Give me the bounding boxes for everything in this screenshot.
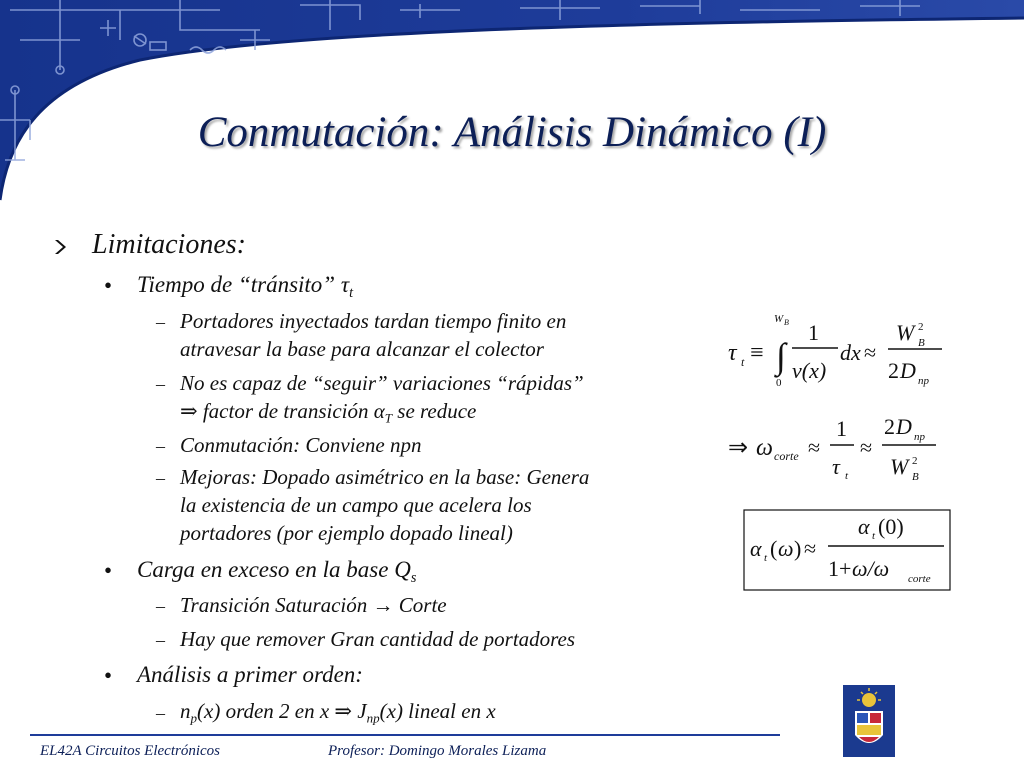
svg-text:t: t (872, 530, 876, 542)
svg-text:≈: ≈ (808, 435, 821, 460)
list-item: Hay que remover Gran cantidad de portadores (180, 627, 576, 651)
dash-marker: – (156, 374, 165, 394)
section-heading: Limitaciones: (92, 229, 246, 260)
footer-professor: Profesor: Domingo Morales Lizama (328, 743, 547, 759)
svg-text:(0): (0) (878, 514, 904, 539)
footer-course: EL42A Circuitos Electrónicos (40, 743, 220, 759)
svg-text:corte: corte (908, 573, 931, 585)
tau-symbol: τ (340, 272, 350, 297)
dash-marker: – (156, 596, 165, 616)
svg-text:corte: corte (774, 449, 799, 463)
svg-text:np: np (918, 375, 929, 387)
list-item (180, 307, 566, 363)
svg-text:dx: dx (840, 340, 861, 365)
svg-text:t: t (845, 470, 849, 482)
item-label: Carga en exceso en la base Q (137, 557, 411, 582)
svg-text:≈: ≈ (864, 340, 877, 365)
sub-item-text: se reduce (392, 399, 477, 423)
svg-text:τ: τ (832, 454, 840, 479)
sub-item-text: ⇒ factor de transición α (180, 399, 385, 423)
svg-text:D: D (900, 358, 916, 383)
svg-text:B: B (918, 337, 925, 349)
svg-text:0: 0 (776, 377, 782, 389)
sub-item-line: Mejoras: Dopado asimétrico en la base: Genera (180, 465, 590, 489)
svg-text:ω/ω: ω/ω (852, 556, 890, 581)
dash-marker: – (156, 312, 165, 332)
dash-marker: – (156, 436, 165, 456)
svg-text:1: 1 (808, 320, 819, 345)
svg-text:τ: τ (728, 340, 737, 366)
page-title: Conmutación: Análisis Dinámico (I) (197, 109, 827, 156)
sub-item-text: (x) orden 2 en x ⇒ J (197, 699, 367, 723)
formula-panel (728, 308, 958, 598)
alpha-subscript: T (384, 410, 393, 426)
item-label: Tiempo de “tránsito” (137, 272, 336, 297)
bullet-dot: • (104, 558, 113, 583)
list-item: Transición Saturación → Corte (180, 593, 447, 617)
tau-subscript: t (349, 284, 354, 301)
list-item (180, 697, 496, 733)
chevron-right-icon (52, 238, 70, 256)
list-item (137, 272, 353, 302)
sub-item-line: portadores (por ejemplo dopado lineal) (180, 521, 513, 545)
svg-text:np: np (914, 431, 925, 443)
svg-text:ω: ω (778, 536, 794, 561)
svg-text:α: α (858, 514, 870, 539)
sub-item-line: No es capaz de “seguir” variaciones “rápidas” (180, 371, 584, 395)
list-item (137, 557, 416, 587)
bullet-dot: • (104, 663, 113, 688)
svg-text:α: α (750, 536, 762, 561)
svg-text:≡: ≡ (750, 340, 764, 366)
sub-item-text: (x) lineal en x (379, 699, 496, 723)
svg-text:∫: ∫ (776, 336, 786, 376)
svg-text:2: 2 (918, 321, 924, 333)
svg-text:W: W (890, 454, 909, 479)
subscript: p (190, 710, 198, 726)
list-item (180, 463, 589, 547)
q-subscript: s (410, 569, 417, 586)
sub-item-line: Portadores inyectados tardan tiempo finito en (180, 309, 567, 333)
list-item (180, 369, 584, 433)
svg-text:D: D (896, 414, 912, 439)
svg-text:v(x): v(x) (792, 358, 827, 383)
svg-text:ω: ω (756, 435, 773, 461)
svg-text:(: ( (770, 536, 778, 561)
sub-item-text: n (180, 699, 191, 723)
svg-text:): ) (794, 536, 802, 561)
svg-text:2: 2 (884, 414, 895, 439)
svg-text:⇒: ⇒ (728, 435, 749, 461)
svg-text:W: W (896, 320, 915, 345)
sub-item-line: atravesar la base para alcanzar el colector (180, 337, 544, 361)
svg-text:B: B (912, 471, 919, 483)
list-item: Conmutación: Conviene npn (180, 433, 422, 457)
dash-marker: – (156, 703, 165, 723)
svg-text:≈: ≈ (860, 435, 873, 460)
svg-text:≈: ≈ (804, 536, 817, 561)
dash-marker: – (156, 468, 165, 488)
svg-text:2: 2 (912, 455, 918, 467)
cutoff-frequency-formula (728, 414, 936, 483)
svg-text:t: t (764, 552, 768, 564)
footer-rule (0, 733, 790, 737)
university-logo (843, 685, 895, 757)
svg-text:2: 2 (888, 358, 899, 383)
sub-item-line: la existencia de un campo que acelera los (180, 493, 532, 517)
dash-marker: – (156, 630, 165, 650)
svg-text:B: B (784, 318, 789, 327)
svg-text:W: W (774, 313, 784, 325)
alpha-frequency-formula (744, 510, 950, 590)
subscript: np (366, 710, 380, 726)
svg-text:1: 1 (836, 416, 847, 441)
bullet-dot: • (104, 273, 113, 298)
sub-item-line (180, 397, 584, 433)
svg-text:1+: 1+ (828, 556, 852, 581)
svg-text:t: t (741, 355, 745, 369)
list-item: Análisis a primer orden: (137, 662, 363, 687)
transit-time-formula (728, 313, 942, 389)
